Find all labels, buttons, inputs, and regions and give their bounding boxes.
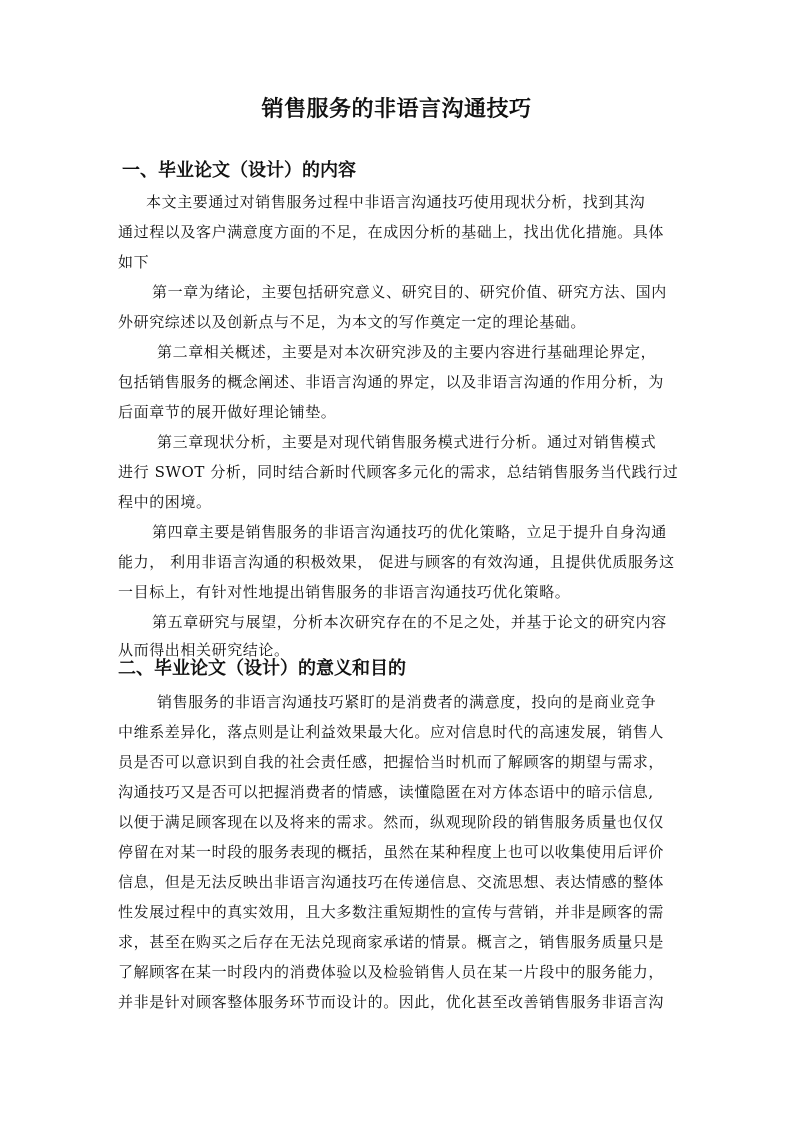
paragraph-line: 进行 SWOT 分析，同时结合新时代顾客多元化的需求，总结销售服务当代践行过 [118,463,679,481]
paragraph-line: 了解顾客在某一时段内的消费体验以及检验销售人员在某一片段中的服务能力， [118,963,665,981]
paragraph-line: 包括销售服务的概念阐述、非语言沟通的界定，以及非语言沟通的作用分析，为 [118,373,665,391]
paragraph-line: 沟通技巧又是否可以把握消费者的情感，读懂隐匿在对方体态语中的暗示信息, [118,783,654,801]
paragraph-line: 停留在对某一时段的服务表现的概括，虽然在某种程度上也可以收集使用后评价 [118,843,665,861]
paragraph-line: 第三章现状分析，主要是对现代销售服务模式进行分析。通过对销售模式 [157,433,657,451]
paragraph-line: 以便于满足顾客现在以及将来的需求。然而，纵观现阶段的销售服务质量也仅仅 [118,813,665,831]
paragraph-line: 外研究综述以及创新点与不足，为本文的写作奠定一定的理论基础。 [118,313,587,331]
paragraph-line: 后面章节的展开做好理论铺垫。 [118,403,337,421]
paragraph-line: 一目标上，有针对性地提出销售服务的非语言沟通技巧优化策略。 [118,583,571,601]
paragraph-line: 性发展过程中的真实效用，且大多数注重短期性的宣传与营销，并非是顾客的需 [118,903,665,921]
paragraph-line: 员是否可以意识到自我的社会责任感，把握恰当时机而了解顾客的期望与需求， [118,753,665,771]
section-heading-significance: 二、毕业论文（设计）的意义和目的 [118,658,406,679]
paragraph-line: 如下 [118,253,150,271]
section-heading-content: 一、毕业论文（设计）的内容 [122,160,356,181]
paragraph-line: 中维系差异化，落点则是让利益效果最大化。应对信息时代的高速发展，销售人 [118,723,665,741]
paragraph-line: 第五章研究与展望，分析本次研究存在的不足之处，并基于论文的研究内容 [152,613,667,631]
paragraph-line: 从而得出相关研究结论。 [118,641,290,659]
paragraph-line: 能力， 利用非语言沟通的积极效果， 促进与顾客的有效沟通，且提供优质服务这 [118,553,675,571]
paragraph-line: 第二章相关概述，主要是对本次研究涉及的主要内容进行基础理论界定， [157,343,657,361]
paragraph-line: 第四章主要是销售服务的非语言沟通技巧的优化策略，立足于提升自身沟通 [152,523,667,541]
paragraph-line: 通过程以及客户满意度方面的不足，在成因分析的基础上，找出优化措施。具体 [118,223,665,241]
paragraph-line: 本文主要通过对销售服务过程中非语言沟通技巧使用现状分析，找到其沟 [146,193,646,211]
paragraph-line: 并非是针对顾客整体服务环节而设计的。因此，优化甚至改善销售服务非语言沟 [118,993,665,1011]
paragraph-line: 程中的困境。 [118,493,212,511]
document-title: 销售服务的非语言沟通技巧 [261,97,532,122]
paragraph-line: 信息，但是无法反映出非语言沟通技巧在传递信息、交流思想、表达情感的整体 [118,873,665,891]
paragraph-line: 销售服务的非语言沟通技巧紧盯的是消费者的满意度，投向的是商业竞争 [157,693,657,711]
paragraph-line: 求，甚至在购买之后存在无法兑现商家承诺的情景。概言之，销售服务质量只是 [118,933,665,951]
paragraph-line: 第一章为绪论，主要包括研究意义、研究目的、研究价值、研究方法、国内 [152,283,667,301]
